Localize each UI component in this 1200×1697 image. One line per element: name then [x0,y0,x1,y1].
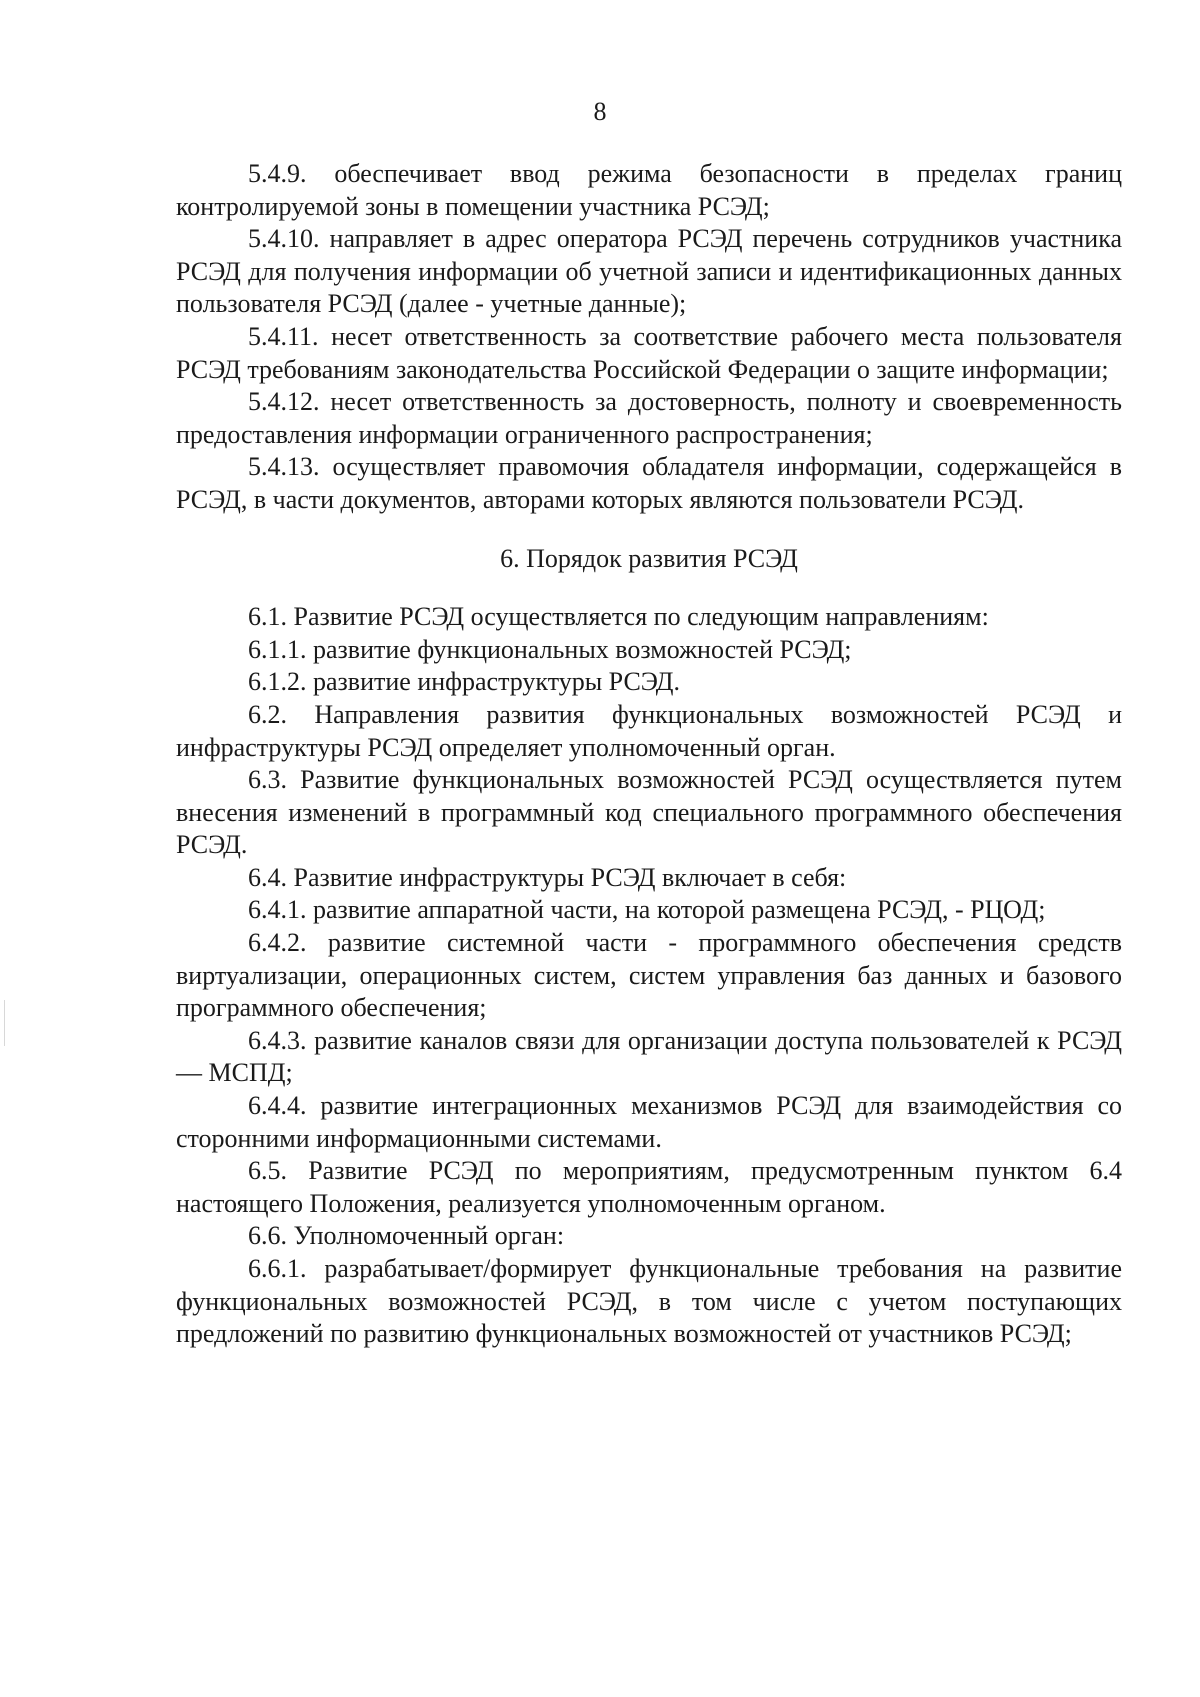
clause-6-6-1: 6.6.1. разрабатывает/формирует функциональные требования на развитие функциональных возможностей РСЭД, в том числе с учетом поступающих предложений по развитию функциональных возможностей от участников РСЭД; [176,1254,1122,1349]
page-number: 8 [593,97,607,126]
clause-6-1: 6.1. Развитие РСЭД осуществляется по следующим направлениям: [248,602,989,632]
scan-edge-mark [4,1000,5,1046]
clause-5-4-10: 5.4.10. направляет в адрес оператора РСЭД перечень сотрудников участника РСЭД для получения информации об учетной записи и идентификационных данных пользователя РСЭД (далее - учетные данные); [176,224,1122,319]
clause-6-6: 6.6. Уполномоченный орган: [248,1221,565,1251]
document-body [176,158,1122,1351]
clause-6-4-4: 6.4.4. развитие интеграционных механизмов РСЭД для взаимодействия со сторонними информационными системами. [176,1091,1122,1153]
clause-6-4-3: 6.4.3. развитие каналов связи для организации доступа пользователей к РСЭД — МСПД; [176,1025,1122,1088]
clause-6-1-1: 6.1.1. развитие функциональных возможностей РСЭД; [248,634,852,664]
clause-5-4-13: 5.4.13. осуществляет правомочия обладателя информации, содержащейся в РСЭД, в части документов, авторами которых являются пользователи РСЭД. [176,452,1122,514]
clause-5-4-9: 5.4.9. обеспечивает ввод режима безопасности в пределах границ контролируемой зоны в помещении участника РСЭД; [176,159,1122,221]
clause-6-5: 6.5. Развитие РСЭД по мероприятиям, предусмотренным пунктом 6.4 настоящего Положения, реализуется уполномоченным органом. [176,1156,1122,1218]
clause-5-4-11: 5.4.11. несет ответственность за соответствие рабочего места пользователя РСЭД требованиям законодательства Российской Федерации о защите информации; [176,321,1122,384]
clause-6-4: 6.4. Развитие инфраструктуры РСЭД включает в себя: [248,862,847,892]
clause-6-4-1: 6.4.1. развитие аппаратной части, на которой размещена РСЭД, - РЦОД; [248,895,1046,925]
clause-6-2: 6.2. Направления развития функциональных возможностей РСЭД и инфраструктуры РСЭД определяет уполномоченный орган. [176,699,1122,762]
clause-5-4-12: 5.4.12. несет ответственность за достоверность, полноту и своевременность предоставления информации ограниченного распространения; [176,387,1122,449]
clause-6-3: 6.3. Развитие функциональных возможностей РСЭД осуществляется путем внесения изменений в программный код специального программного обеспечения РСЭД. [176,765,1122,860]
clause-6-1-2: 6.1.2. развитие инфраструктуры РСЭД. [248,667,681,697]
clause-6-4-2: 6.4.2. развитие системной части - программного обеспечения средств виртуализации, операционных систем, систем управления баз данных и базового программного обеспечения; [176,928,1122,1023]
section-6-heading: 6. Порядок развития РСЭД [500,543,798,573]
